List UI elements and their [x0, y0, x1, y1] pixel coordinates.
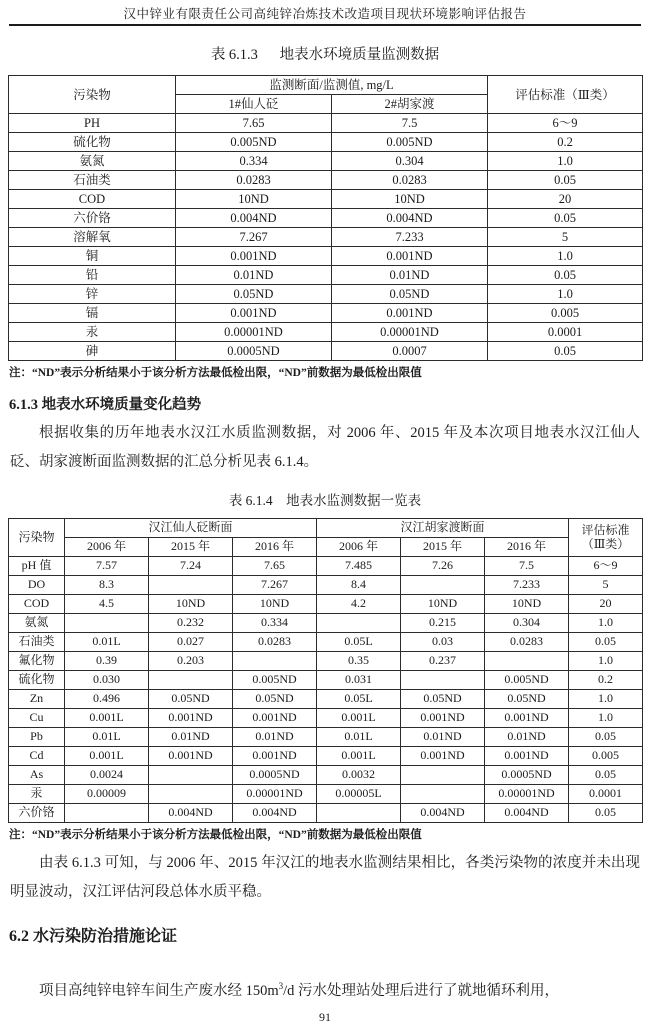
value-cell: 8.3: [65, 576, 149, 595]
para-text-part2: /d 污水处理站处理后进行了就地循环利用，: [283, 982, 560, 999]
value-cell: 0.030: [65, 671, 149, 690]
value-cell: 0.001L: [317, 709, 401, 728]
pollutant-cell: Cu: [9, 709, 65, 728]
value-cell: 0.2: [488, 133, 643, 152]
value-cell: 7.57: [65, 557, 149, 576]
table-row: [9, 766, 643, 785]
table-row: [9, 728, 643, 747]
value-cell: 0.05: [488, 209, 643, 228]
value-cell: 4.5: [65, 595, 149, 614]
value-cell: 0.496: [65, 690, 149, 709]
value-cell: 0.001L: [317, 747, 401, 766]
value-cell: 0.00001ND: [332, 323, 488, 342]
pollutant-cell: pH 值: [9, 557, 65, 576]
header-standard-line2: （Ⅲ类）: [581, 536, 630, 551]
value-cell: 0.0283: [233, 633, 317, 652]
pollutant-cell: 氨氮: [9, 614, 65, 633]
header-site2: 2#胡家渡: [332, 95, 488, 114]
pollutant-cell: PH: [9, 114, 176, 133]
table-row: [9, 804, 643, 823]
value-cell: 0.004ND: [233, 804, 317, 823]
header-year: 2006 年: [65, 538, 149, 557]
table-row-header: [9, 538, 643, 557]
value-cell: 0.05ND: [401, 690, 485, 709]
value-cell: 10ND: [401, 595, 485, 614]
value-cell: 0.0007: [332, 342, 488, 361]
pollutant-cell: 氨氮: [9, 152, 176, 171]
value-cell: 0.01L: [65, 728, 149, 747]
value-cell: 0.0283: [176, 171, 332, 190]
table-row: [9, 576, 643, 595]
table-row: [9, 709, 643, 728]
value-cell: 10ND: [332, 190, 488, 209]
value-cell: 0.001ND: [332, 247, 488, 266]
table-row: [9, 247, 643, 266]
value-cell: 10ND: [233, 595, 317, 614]
value-cell: 0.005: [569, 747, 643, 766]
pollutant-cell: 石油类: [9, 633, 65, 652]
value-cell: 7.5: [332, 114, 488, 133]
pollutant-cell: COD: [9, 595, 65, 614]
value-cell: 0.001ND: [401, 747, 485, 766]
value-cell: 0.001ND: [149, 709, 233, 728]
value-cell: 0.001ND: [233, 709, 317, 728]
header-standard-line1: 评估标准: [581, 523, 630, 538]
value-cell: 0.35: [317, 652, 401, 671]
pollutant-cell: 六价铬: [9, 209, 176, 228]
value-cell: [401, 766, 485, 785]
value-cell: 0.0024: [65, 766, 149, 785]
value-cell: 0.001L: [65, 709, 149, 728]
pollutant-cell: COD: [9, 190, 176, 209]
value-cell: 0.00001ND: [233, 785, 317, 804]
header-standard: [569, 519, 643, 557]
value-cell: 0.03: [401, 633, 485, 652]
value-cell: 0.0005ND: [233, 766, 317, 785]
section-613-paragraph: 根据收集的历年地表水汉江水质监测数据，对 2006 年、2015 年及本次项目地表水汉江仙人砭、胡家渡断面监测数据的汇总分析见表 6.1.4。: [10, 425, 640, 470]
value-cell: 7.65: [176, 114, 332, 133]
value-cell: 0.005ND: [485, 671, 569, 690]
table-row: [9, 633, 643, 652]
table-row: [9, 323, 643, 342]
value-cell: 0.203: [149, 652, 233, 671]
value-cell: 0.00001ND: [485, 785, 569, 804]
table-row: [9, 171, 643, 190]
header-year: 2015 年: [149, 538, 233, 557]
value-cell: 0.39: [65, 652, 149, 671]
value-cell: 20: [569, 595, 643, 614]
pollutant-cell: 汞: [9, 323, 176, 342]
para-text-part1: 项目高纯锌电锌车间生产废水经 150m: [39, 982, 279, 999]
value-cell: 0.05L: [317, 690, 401, 709]
value-cell: 0.05ND: [149, 690, 233, 709]
value-cell: 0.304: [332, 152, 488, 171]
table-row: [9, 690, 643, 709]
header-pollutant: 污染物: [9, 76, 176, 114]
value-cell: 0.001L: [65, 747, 149, 766]
table-row: [9, 595, 643, 614]
table-row: [9, 285, 643, 304]
table-row-header: [9, 519, 643, 538]
header-year: 2016 年: [233, 538, 317, 557]
value-cell: 7.65: [233, 557, 317, 576]
pollutant-cell: Zn: [9, 690, 65, 709]
table-row: [9, 304, 643, 323]
table-row: [9, 557, 643, 576]
table-614-note: 注：“ND”表示分析结果小于该分析方法最低检出限，“ND”前数据为最低检出限值: [9, 829, 422, 841]
value-cell: 0.005ND: [233, 671, 317, 690]
value-cell: 0.215: [401, 614, 485, 633]
value-cell: 7.233: [332, 228, 488, 247]
pollutant-cell: 溶解氧: [9, 228, 176, 247]
pollutant-cell: 砷: [9, 342, 176, 361]
value-cell: [149, 785, 233, 804]
value-cell: [149, 766, 233, 785]
value-cell: 0.0001: [569, 785, 643, 804]
header-section-hujiadu: 汉江胡家渡断面: [317, 519, 569, 538]
value-cell: 1.0: [488, 247, 643, 266]
table-row: [9, 671, 643, 690]
value-cell: 4.2: [317, 595, 401, 614]
pollutant-cell: DO: [9, 576, 65, 595]
value-cell: 0.334: [233, 614, 317, 633]
value-cell: 0.005: [488, 304, 643, 323]
header-year: 2006 年: [317, 538, 401, 557]
pollutant-cell: 硫化物: [9, 133, 176, 152]
value-cell: 0.05: [569, 633, 643, 652]
value-cell: 0.00001ND: [176, 323, 332, 342]
value-cell: 1.0: [569, 690, 643, 709]
value-cell: 0.05: [569, 766, 643, 785]
value-cell: 10ND: [149, 595, 233, 614]
header-site1: 1#仙人砭: [176, 95, 332, 114]
value-cell: 10ND: [485, 595, 569, 614]
value-cell: 0.001ND: [332, 304, 488, 323]
pollutant-cell: 石油类: [9, 171, 176, 190]
value-cell: 0.01ND: [401, 728, 485, 747]
pollutant-cell: 氟化物: [9, 652, 65, 671]
page-number: 91: [319, 1010, 331, 1024]
table-row: [9, 747, 643, 766]
pollutant-cell: Cd: [9, 747, 65, 766]
value-cell: 0.001ND: [149, 747, 233, 766]
value-cell: [401, 671, 485, 690]
value-cell: 0.05: [488, 266, 643, 285]
value-cell: 0.004ND: [401, 804, 485, 823]
value-cell: 1.0: [488, 152, 643, 171]
value-cell: 0.01ND: [149, 728, 233, 747]
value-cell: 0.0005ND: [485, 766, 569, 785]
table-613-caption: 表 6.1.3 地表水环境质量监测数据: [210, 47, 440, 63]
header-pollutant: 污染物: [9, 519, 65, 557]
value-cell: 5: [569, 576, 643, 595]
value-cell: 1.0: [569, 709, 643, 728]
value-cell: 0.005ND: [176, 133, 332, 152]
value-cell: 0.0283: [332, 171, 488, 190]
section-62-heading: 6.2 水污染防治措施论证: [9, 928, 178, 945]
value-cell: 0.005ND: [332, 133, 488, 152]
table-row: [9, 190, 643, 209]
value-cell: 0.01ND: [233, 728, 317, 747]
value-cell: 0.00009: [65, 785, 149, 804]
value-cell: 0.001ND: [176, 304, 332, 323]
value-cell: 6～9: [569, 557, 643, 576]
header-section-xianrenbian: 汉江仙人砭断面: [65, 519, 317, 538]
value-cell: 0.004ND: [176, 209, 332, 228]
pollutant-cell: 硫化物: [9, 671, 65, 690]
pollutant-cell: 汞: [9, 785, 65, 804]
value-cell: 0.031: [317, 671, 401, 690]
table-row: [9, 652, 643, 671]
value-cell: 0.05ND: [176, 285, 332, 304]
value-cell: [317, 614, 401, 633]
report-header: 汉中锌业有限责任公司高纯锌冶炼技术改造项目现状环境影响评估报告: [9, 0, 641, 26]
pollutant-cell: 六价铬: [9, 804, 65, 823]
value-cell: 7.5: [485, 557, 569, 576]
value-cell: [317, 804, 401, 823]
pollutant-cell: Pb: [9, 728, 65, 747]
value-cell: 0.05ND: [332, 285, 488, 304]
header-year: 2016 年: [485, 538, 569, 557]
value-cell: 0.2: [569, 671, 643, 690]
section-62-paragraph: [10, 972, 640, 1006]
value-cell: 0.05: [488, 342, 643, 361]
value-cell: [65, 804, 149, 823]
value-cell: 0.001ND: [176, 247, 332, 266]
value-cell: 0.0001: [488, 323, 643, 342]
table-row: [9, 785, 643, 804]
value-cell: [149, 576, 233, 595]
value-cell: [485, 652, 569, 671]
table-row: [9, 228, 643, 247]
value-cell: 0.05ND: [485, 690, 569, 709]
value-cell: 7.485: [317, 557, 401, 576]
pollutant-cell: 铅: [9, 266, 176, 285]
value-cell: 1.0: [569, 652, 643, 671]
value-cell: 0.004ND: [485, 804, 569, 823]
pollutant-cell: 锌: [9, 285, 176, 304]
value-cell: [401, 785, 485, 804]
value-cell: [149, 671, 233, 690]
value-cell: 0.304: [485, 614, 569, 633]
value-cell: 10ND: [176, 190, 332, 209]
header-year: 2015 年: [401, 538, 485, 557]
header-standard: 评估标准（Ⅲ类）: [488, 76, 643, 114]
value-cell: 6～9: [488, 114, 643, 133]
value-cell: 0.01ND: [485, 728, 569, 747]
value-cell: 7.267: [176, 228, 332, 247]
value-cell: 0.05: [569, 728, 643, 747]
value-cell: 0.027: [149, 633, 233, 652]
table-row: [9, 114, 643, 133]
value-cell: 1.0: [488, 285, 643, 304]
pollutant-cell: 镉: [9, 304, 176, 323]
value-cell: 0.001ND: [485, 747, 569, 766]
value-cell: 0.334: [176, 152, 332, 171]
value-cell: 0.01L: [317, 728, 401, 747]
value-cell: 0.05: [488, 171, 643, 190]
value-cell: 0.0005ND: [176, 342, 332, 361]
table-613-note: 注：“ND”表示分析结果小于该分析方法最低检出限，“ND”前数据为最低检出限值: [9, 367, 422, 379]
superscript-3: 3: [278, 981, 284, 991]
table-row: [9, 209, 643, 228]
table-row: [9, 342, 643, 361]
value-cell: 8.4: [317, 576, 401, 595]
table-614-monitoring-summary: [8, 518, 643, 823]
value-cell: 0.01L: [65, 633, 149, 652]
table-614-caption: 表 6.1.4 地表水监测数据一览表: [228, 493, 422, 508]
closing-paragraph: 由表 6.1.3 可知，与 2006 年、2015 年汉江的地表水监测结果相比，各类污染物的浓度并未出现明显波动，汉江评估河段总体水质平稳。: [10, 855, 640, 900]
value-cell: 0.0283: [485, 633, 569, 652]
section-613-heading: 6.1.3 地表水环境质量变化趋势: [9, 397, 202, 413]
value-cell: 5: [488, 228, 643, 247]
table-613-surface-water-quality: [8, 75, 643, 361]
value-cell: 7.24: [149, 557, 233, 576]
value-cell: 0.01ND: [176, 266, 332, 285]
value-cell: [233, 652, 317, 671]
value-cell: 0.05: [569, 804, 643, 823]
table-row: [9, 614, 643, 633]
value-cell: [401, 576, 485, 595]
value-cell: 0.237: [401, 652, 485, 671]
table-row: [9, 133, 643, 152]
value-cell: 0.01ND: [332, 266, 488, 285]
value-cell: 0.05L: [317, 633, 401, 652]
value-cell: 0.001ND: [401, 709, 485, 728]
value-cell: 0.001ND: [233, 747, 317, 766]
value-cell: 0.00005L: [317, 785, 401, 804]
value-cell: 1.0: [569, 614, 643, 633]
value-cell: 7.267: [233, 576, 317, 595]
header-section-group: 监测断面/监测值, mg/L: [176, 76, 488, 95]
value-cell: [65, 614, 149, 633]
table-row: [9, 152, 643, 171]
value-cell: 20: [488, 190, 643, 209]
value-cell: 0.232: [149, 614, 233, 633]
value-cell: 0.004ND: [332, 209, 488, 228]
value-cell: 0.001ND: [485, 709, 569, 728]
pollutant-cell: As: [9, 766, 65, 785]
value-cell: 0.05ND: [233, 690, 317, 709]
pollutant-cell: 铜: [9, 247, 176, 266]
value-cell: 7.233: [485, 576, 569, 595]
value-cell: 7.26: [401, 557, 485, 576]
value-cell: 0.004ND: [149, 804, 233, 823]
value-cell: 0.0032: [317, 766, 401, 785]
table-row: [9, 266, 643, 285]
table-row-header: [9, 76, 643, 95]
